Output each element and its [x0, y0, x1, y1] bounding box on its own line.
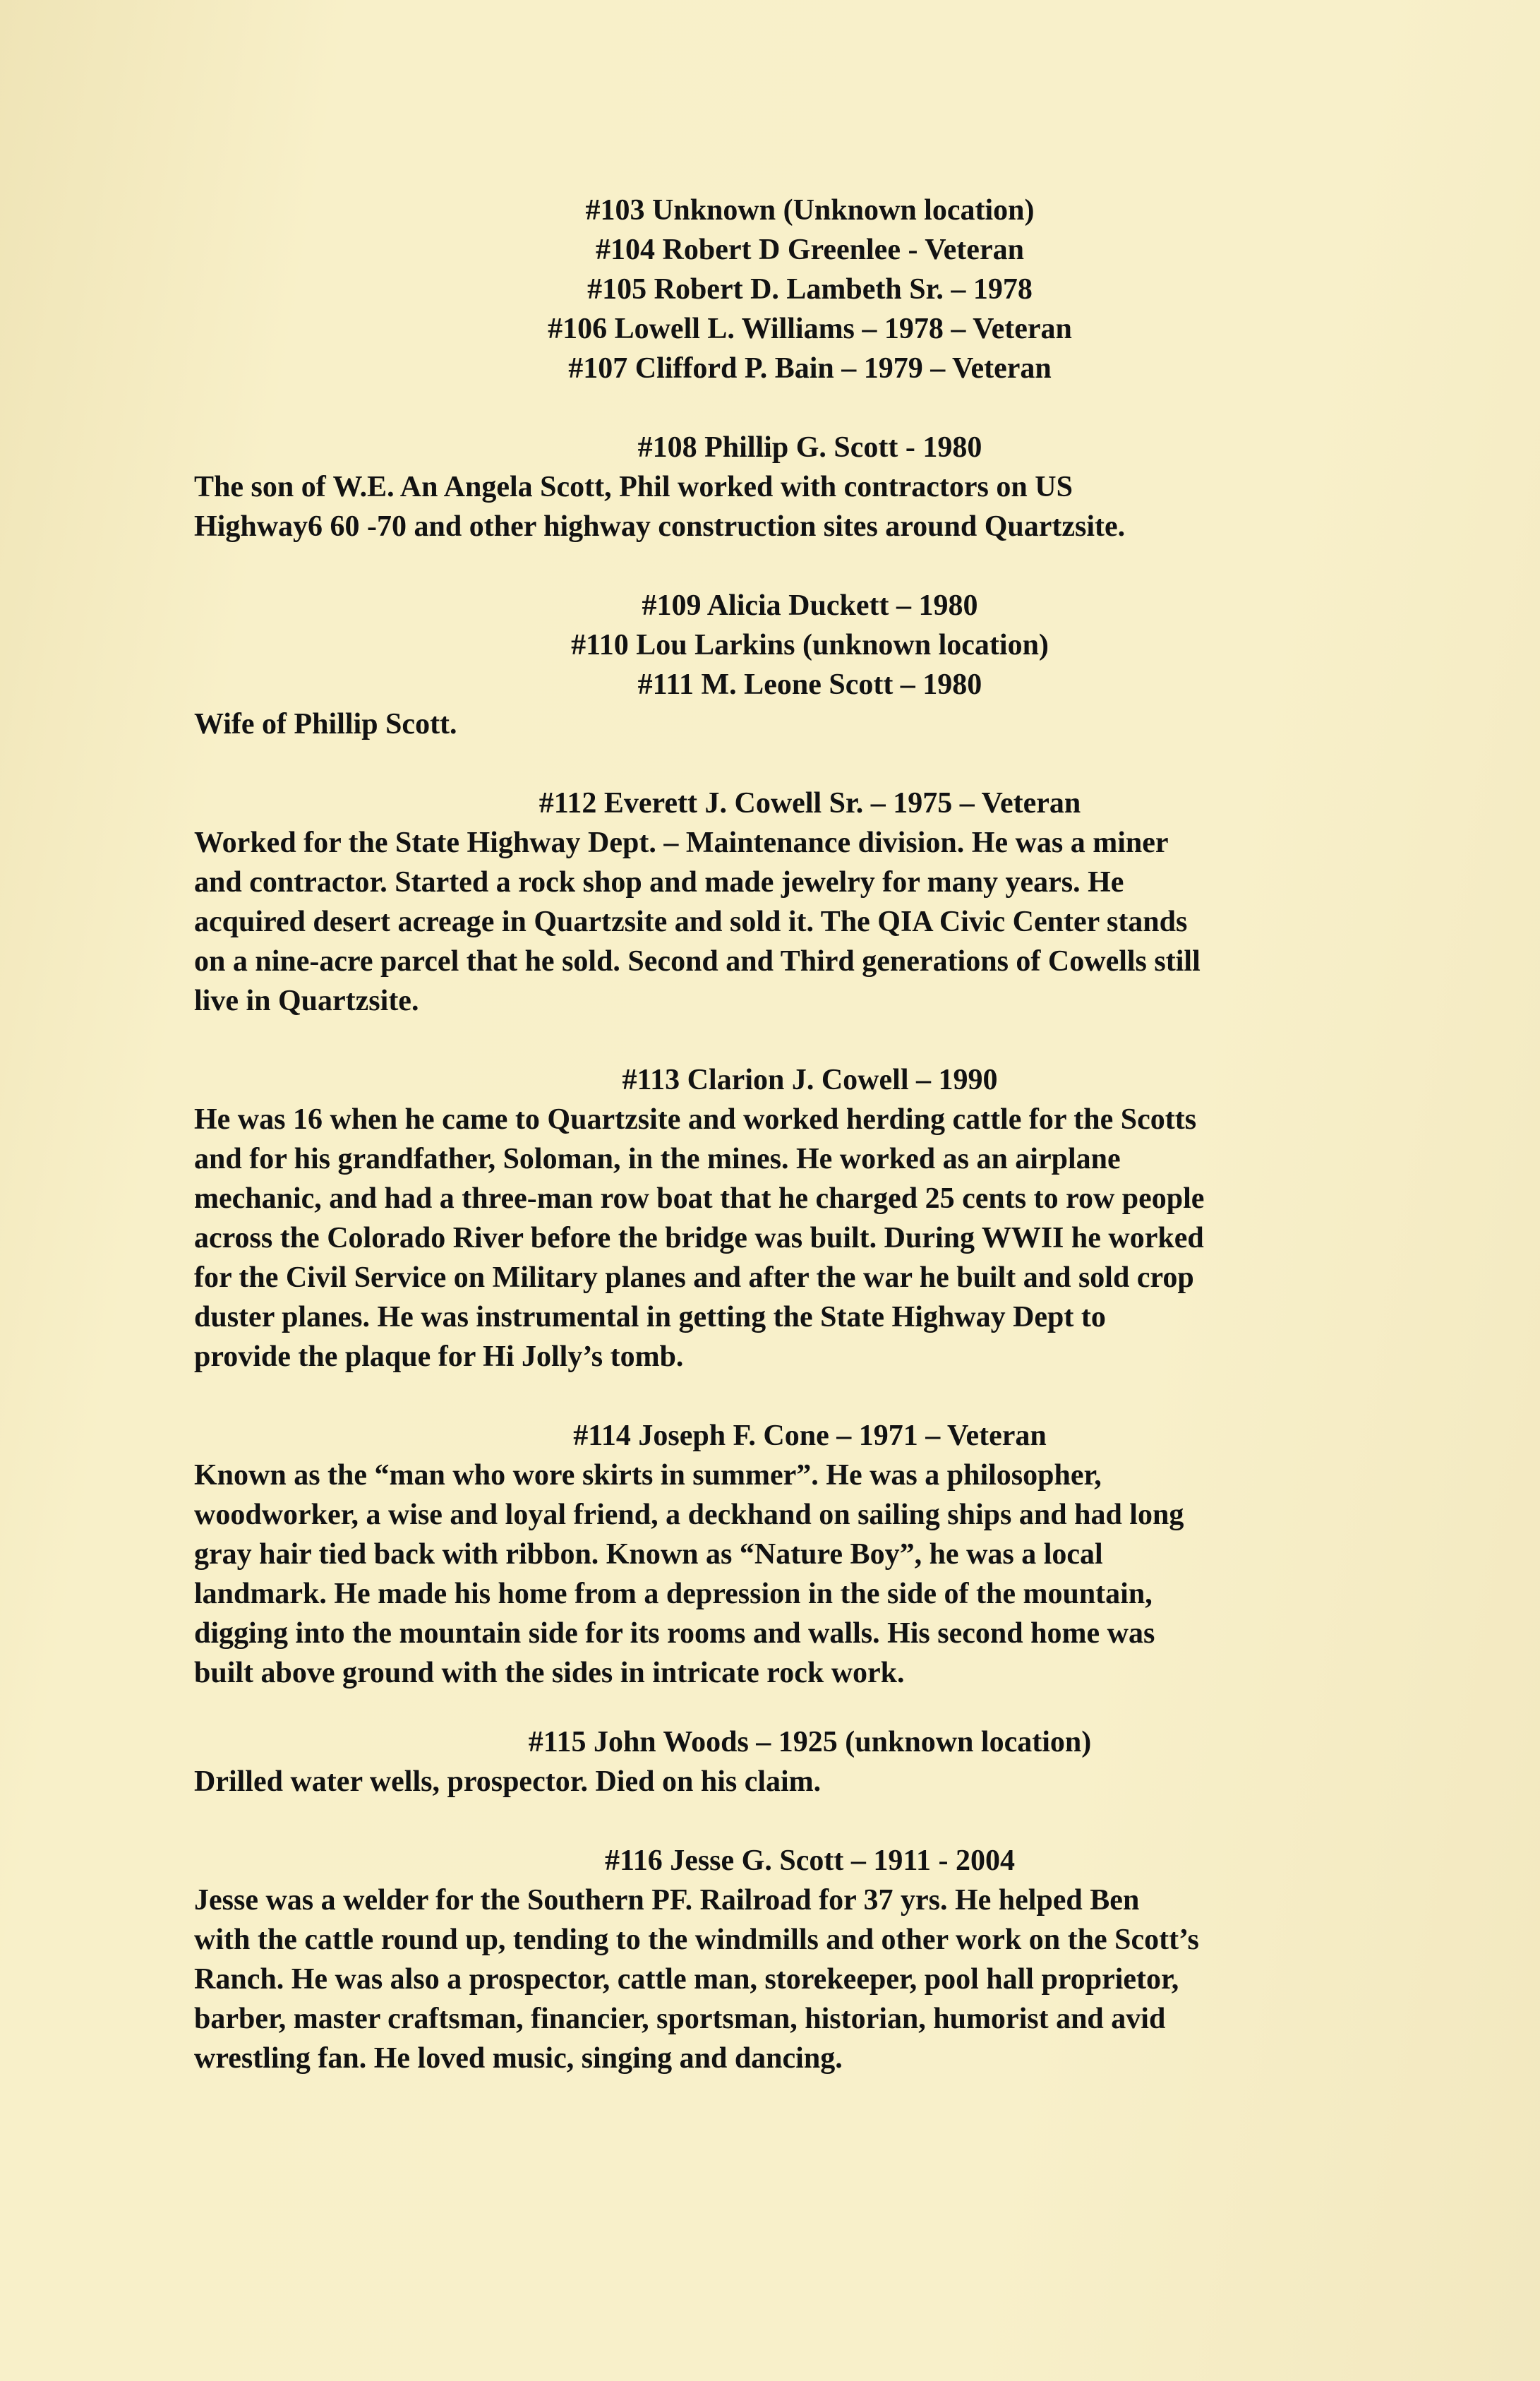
entry-103-heading: #103 Unknown (Unknown location)	[585, 194, 1035, 227]
entry-113-text: and for his grandfather, Soloman, in the mines. He worked as an airplane	[194, 1143, 1121, 1175]
entry-116-text: wrestling fan. He loved music, singing and dancing.	[194, 2042, 843, 2075]
entry-109-heading: #109 Alicia Duckett – 1980	[642, 589, 978, 622]
entry-111-text: Wife of Phillip Scott.	[194, 708, 457, 740]
entry-116-text: Ranch. He was also a prospector, cattle man, storekeeper, pool hall proprietor,	[194, 1963, 1179, 1996]
entry-115-text: Drilled water wells, prospector. Died on his claim.	[194, 1765, 822, 1798]
entry-107-heading: #107 Clifford P. Bain – 1979 – Veteran	[568, 352, 1052, 385]
entry-104-heading: #104 Robert D Greenlee - Veteran	[596, 234, 1024, 266]
entry-114-text: woodworker, a wise and loyal friend, a deckhand on sailing ships and had long	[194, 1499, 1184, 1531]
entry-116-text: barber, master craftsman, financier, sportsman, historian, humorist and avid	[194, 2003, 1166, 2035]
entry-112-text: Worked for the State Highway Dept. – Maintenance division. He was a miner	[194, 827, 1169, 859]
obituary-list	[194, 191, 1426, 2078]
entry-113-text: across the Colorado River before the bridge was built. During WWII he worked	[194, 1222, 1204, 1254]
entry-111-heading: #111 M. Leone Scott – 1980	[637, 668, 982, 701]
entry-108-heading: #108 Phillip G. Scott - 1980	[637, 431, 982, 464]
entry-113-text: He was 16 when he came to Quartzsite and worked herding cattle for the Scotts	[194, 1103, 1197, 1136]
entry-112-text: on a nine-acre parcel that he sold. Second and Third generations of Cowells still	[194, 945, 1201, 978]
entry-114-heading: #114 Joseph F. Cone – 1971 – Veteran	[573, 1420, 1047, 1452]
entry-112-heading: #112 Everett J. Cowell Sr. – 1975 – Veteran	[539, 787, 1081, 820]
entry-113-text: provide the plaque for Hi Jolly’s tomb.	[194, 1341, 684, 1373]
entry-105-heading: #105 Robert D. Lambeth Sr. – 1978	[587, 273, 1033, 306]
entry-116-text: with the cattle round up, tending to the windmills and other work on the Scott’s	[194, 1924, 1199, 1956]
entry-108-text: Highway6 60 -70 and other highway construction sites around Quartzsite.	[194, 510, 1126, 543]
entry-108-text: The son of W.E. An Angela Scott, Phil worked with contractors on US	[194, 471, 1073, 503]
entry-114-text: landmark. He made his home from a depression in the side of the mountain,	[194, 1578, 1153, 1610]
entry-106-heading: #106 Lowell L. Williams – 1978 – Veteran	[548, 313, 1072, 345]
entry-116-heading: #116 Jesse G. Scott – 1911 - 2004	[605, 1845, 1015, 1877]
entry-113-text: duster planes. He was instrumental in getting the State Highway Dept to	[194, 1301, 1106, 1333]
entry-114-text: built above ground with the sides in intricate rock work.	[194, 1657, 905, 1689]
entry-114-text: digging into the mountain side for its rooms and walls. His second home was	[194, 1617, 1155, 1650]
entry-112-text: and contractor. Started a rock shop and made jewelry for many years. He	[194, 866, 1124, 899]
entry-113-heading: #113 Clarion J. Cowell – 1990	[622, 1064, 998, 1096]
entry-113-text: mechanic, and had a three-man row boat that he charged 25 cents to row people	[194, 1182, 1205, 1215]
entry-114-text: Known as the “man who wore skirts in summer”. He was a philosopher,	[194, 1459, 1102, 1492]
entry-116-text: Jesse was a welder for the Southern PF. Railroad for 37 yrs. He helped Ben	[194, 1884, 1140, 1917]
entry-110-heading: #110 Lou Larkins (unknown location)	[571, 629, 1049, 661]
entry-112-text: acquired desert acreage in Quartzsite and sold it. The QIA Civic Center stands	[194, 906, 1188, 938]
entry-114-text: gray hair tied back with ribbon. Known as “Nature Boy”, he was a local	[194, 1538, 1103, 1571]
entry-115-heading: #115 John Woods – 1925 (unknown location)	[528, 1726, 1092, 1758]
entry-112-text: live in Quartzsite.	[194, 985, 419, 1017]
entry-113-text: for the Civil Service on Military planes and after the war he built and sold crop	[194, 1261, 1194, 1294]
